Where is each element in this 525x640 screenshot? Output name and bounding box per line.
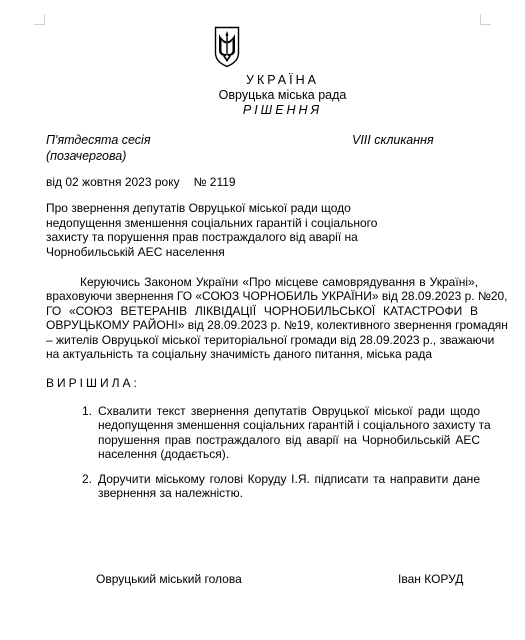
preamble-line: враховуючи звернення ГО «СОЮЗ ЧОРНОБИЛЬ УКРАЇНИ» від 28.09.2023 р. №20, [46, 289, 508, 304]
item-number: 1. [82, 404, 93, 418]
decision-subject [46, 201, 406, 259]
session-kind: (позачергова) [46, 149, 127, 163]
subject-line: Чорнобильській АЕС населення [46, 244, 225, 259]
preamble-line: ГО «СОЮЗ ВЕТЕРАНІВ ЛІКВІДАЦІЇ ЧОРНОБИЛЬСЬКОЇ КАТАСТРОФИ В [46, 303, 478, 318]
document-type: РІШЕННЯ [242, 103, 323, 117]
decision-date: від 02 жовтня 2023 року [46, 175, 180, 189]
resolution-item [82, 472, 480, 501]
item-line: Схвалити текст звернення депутатів Овруцької міської ради щодо [98, 404, 480, 418]
resolution-item [82, 404, 491, 462]
page-corner-mark [480, 14, 491, 25]
trident-coat-of-arms-icon [214, 26, 240, 68]
subject-line: захисту та порушення прав постраждалого від аварії на [46, 230, 358, 244]
item-number: 2. [82, 472, 93, 486]
convocation: VIII скликання [352, 133, 434, 147]
preamble-line: – жителів Овруцької міської територіальної громади від 28.09.2023 р., зважаючи [46, 332, 495, 347]
preamble-line: на актуальність та соціальну значимість даного питання, міська рада [46, 347, 433, 362]
session-name: П'ятдесята сесія [46, 133, 151, 147]
preamble-paragraph [46, 275, 508, 362]
subject-line: недопущення зменшення соціальних гарантій і соціального [46, 215, 378, 230]
item-line: звернення за належністю. [98, 486, 243, 501]
item-line: Доручити міському голові Коруду І.Я. підписати та направити дане [98, 472, 480, 486]
decision-date-line [46, 175, 236, 189]
item-line: недопущення зменшення соціальних гарантій і соціального захисту та [98, 418, 491, 433]
decision-number: № 2119 [193, 175, 236, 189]
item-line: населення (додається). [98, 447, 230, 462]
preamble-line: ОВРУЦЬКОМУ РАЙОНІ» від 28.09.2023 р. №19, колективного звернення громадян [46, 318, 508, 333]
page-corner-mark [34, 14, 45, 25]
preamble-line: Керуючись Законом України «Про місцеве самоврядування в Україні», [80, 275, 478, 289]
item-line: порушення прав постраждалого від аварії на Чорнобильській АЕС [98, 432, 480, 447]
country-heading: УКРАЇНА [246, 73, 319, 87]
subject-line: Про звернення депутатів Овруцької міської ради щодо [46, 201, 351, 215]
resolved-heading: ВИРІШИЛА: [46, 376, 140, 390]
signatory-title: Овруцький міський голова [96, 572, 242, 586]
signatory-name: Іван КОРУД [398, 572, 464, 586]
council-name: Овруцька міська рада [218, 88, 347, 102]
